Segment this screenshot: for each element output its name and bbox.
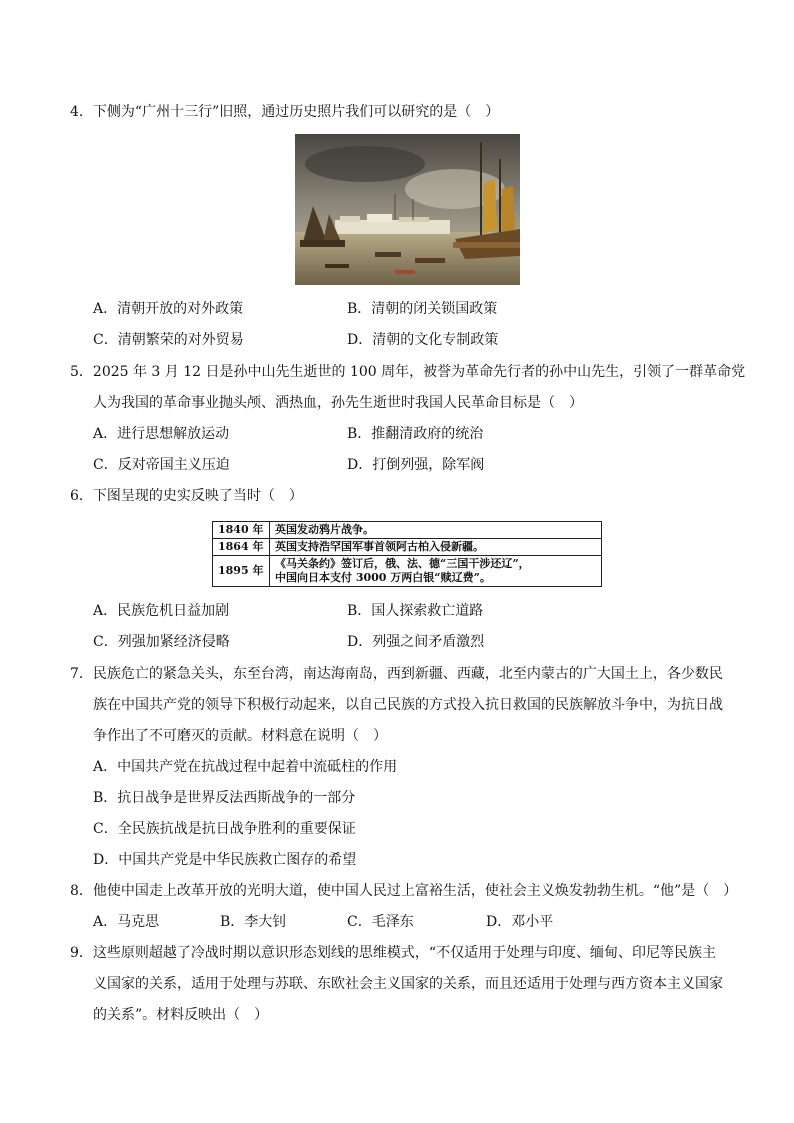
q8-option-a: A．马克思 (93, 914, 160, 930)
table-event (270, 556, 602, 587)
q7-stem-line3: 争作出了不可磨灭的贡献。材料意在说明（ ） (93, 728, 387, 744)
q6-option-b: B．国人探索救亡道路 (347, 603, 484, 619)
q6-option-a: A．民族危机日益加剧 (93, 603, 230, 619)
historical-painting (295, 134, 520, 285)
q7-stem-line2: 族在中国共产党的领导下积极行动起来，以自己民族的方式投入抗日救国的民族解放斗争中，为抗日战 (93, 697, 723, 713)
q6-option-c: C．列强加紧经济侵略 (93, 634, 230, 650)
q4-option-c: C．清朝繁荣的对外贸易 (93, 332, 244, 348)
q4-option-a: A．清朝开放的对外政策 (93, 301, 244, 317)
q8-option-b: B．李大钊 (220, 914, 287, 930)
table-year: 1864 年 (213, 539, 270, 556)
q5-option-a: A．进行思想解放运动 (93, 426, 230, 442)
q6-stem: 6．下图呈现的史实反映了当时（ ） (70, 488, 303, 504)
q8-stem: 8．他使中国走上改革开放的光明大道，使中国人民过上富裕生活，使社会主义焕发勃勃生机。“他”是（ ） (70, 883, 738, 899)
q7-option-c: C．全民族抗战是抗日战争胜利的重要保证 (93, 821, 356, 837)
q5-option-d: D．打倒列强，除军阀 (347, 457, 485, 473)
table-year: 1895 年 (213, 556, 270, 587)
q8-option-c: C．毛泽东 (347, 914, 414, 930)
q4-option-d: D．清朝的文化专制政策 (347, 332, 499, 348)
q7-option-a: A．中国共产党在抗战过程中起着中流砥柱的作用 (93, 759, 398, 775)
table-row (213, 522, 602, 539)
table-row (213, 539, 602, 556)
table-event: 英国支持浩罕国军事首领阿古柏入侵新疆。 (270, 539, 602, 556)
history-events-table (212, 521, 602, 587)
q5-stem-line1: 5．2025 年 3 月 12 日是孙中山先生逝世的 100 周年，被誉为革命先行者的孙中山先生，引领了一群革命党 (70, 364, 746, 380)
q7-option-b: B．抗日战争是世界反法西斯战争的一部分 (93, 790, 356, 806)
q5-option-b: B．推翻清政府的统治 (347, 426, 484, 442)
table-event-line: 中国向日本支付 3000 万两白银“赎辽费”。 (275, 571, 491, 584)
q5-option-c: C．反对帝国主义压迫 (93, 457, 230, 473)
q5-stem-line2: 人为我国的革命事业抛头颅、洒热血，孙先生逝世时我国人民革命目标是（ ） (93, 395, 583, 411)
canton-thirteen-hongs-photo (295, 134, 520, 285)
q9-stem-line1: 9．这些原则超越了冷战时期以意识形态划线的思维模式，“不仅适用于处理与印度、缅甸、印尼等民族主 (70, 945, 717, 961)
table-year: 1840 年 (213, 522, 270, 539)
q6-option-d: D．列强之间矛盾激烈 (347, 634, 485, 650)
table-row (213, 556, 602, 587)
q9-stem-line3: 的关系”。材料反映出（ ） (93, 1007, 269, 1023)
q7-stem-line1: 7．民族危亡的紧急关头，东至台湾，南达海南岛，西到新疆、西藏，北至内蒙古的广大国土上，各少数民 (70, 666, 723, 682)
q9-stem-line2: 义国家的关系，适用于处理与苏联、东欧社会主义国家的关系，而且还适用于处理与西方资本主义国家 (93, 976, 723, 992)
q7-option-d: D．中国共产党是中华民族救亡图存的希望 (93, 852, 357, 868)
table-event: 英国发动鸦片战争。 (270, 522, 602, 539)
q4-option-b: B．清朝的闭关锁国政策 (347, 301, 498, 317)
q8-option-d: D．邓小平 (486, 914, 554, 930)
q4-stem: 4．下侧为“广州十三行”旧照，通过历史照片我们可以研究的是（ ） (70, 104, 500, 120)
table-event-line: 《马关条约》签订后，俄、法、德“三国干涉还辽”， (275, 557, 530, 570)
